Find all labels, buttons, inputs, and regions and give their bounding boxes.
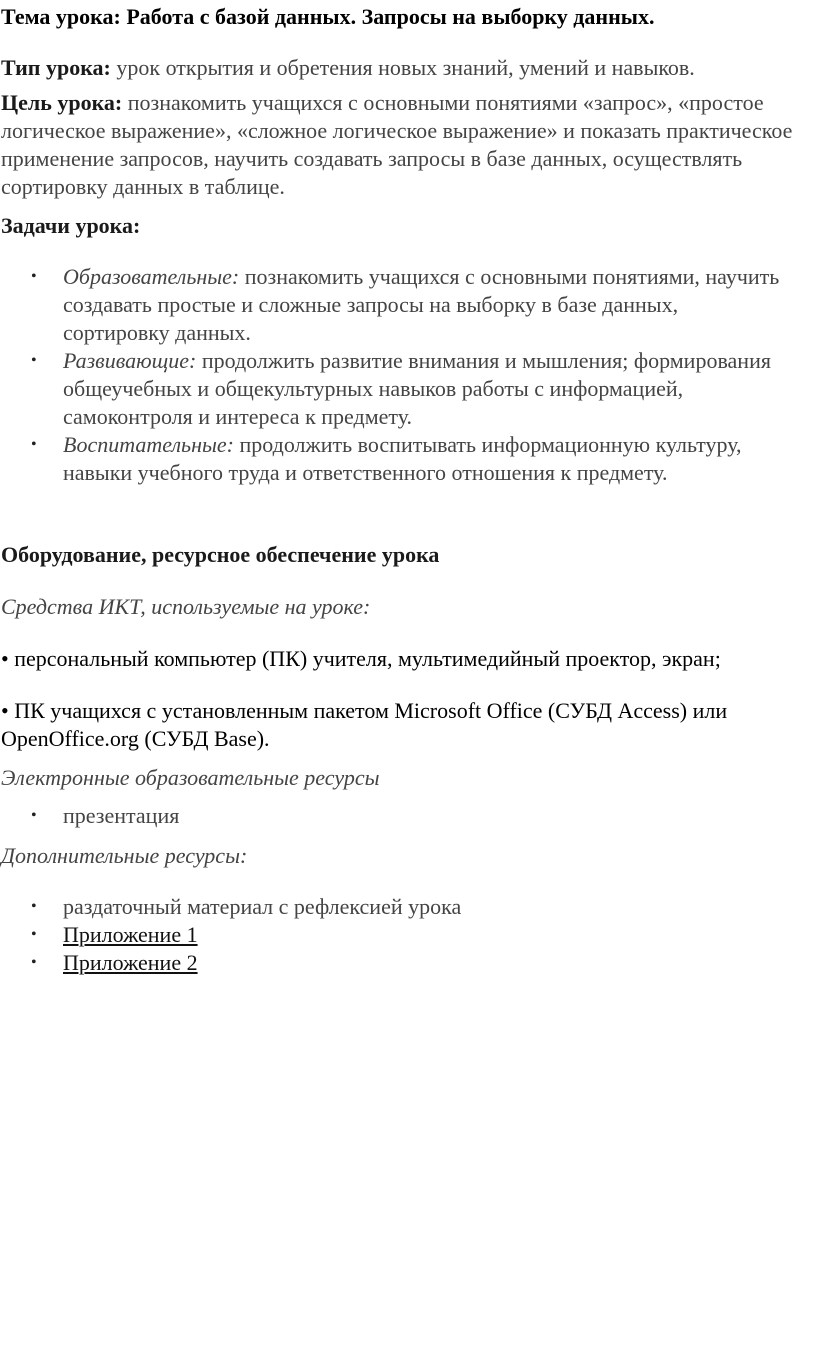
list-item-text: презентация xyxy=(63,803,180,828)
task-item xyxy=(0,347,780,431)
appendix-1-link[interactable]: Приложение 1 xyxy=(63,922,198,947)
lesson-type xyxy=(1,54,801,82)
task-label: Образовательные: xyxy=(63,264,240,289)
lesson-type-label: Тип урока: xyxy=(1,55,111,80)
lesson-goal-label: Цель урока: xyxy=(1,90,123,115)
extra-heading: Дополнительные ресурсы: xyxy=(1,843,248,868)
list-item-text: раздаточный материал с рефлексией урока xyxy=(63,894,462,919)
task-text: продолжить воспитывать информационную культуру, навыки учебного труда и ответственного отношения к предмету. xyxy=(63,432,742,485)
list-item xyxy=(0,921,780,949)
lesson-goal xyxy=(1,89,801,201)
ict-item: • персональный компьютер (ПК) учителя, мультимедийный проектор, экран; xyxy=(1,646,721,671)
task-text: продолжить развитие внимания и мышления; формирования общеучебных и общекультурных навыков работы с информацией, самоконтроля и интереса к предмету. xyxy=(63,348,771,429)
ict-heading: Средства ИКТ, используемые на уроке: xyxy=(1,594,371,619)
bullet-icon: • xyxy=(31,926,37,943)
task-item xyxy=(0,431,780,487)
task-text: познакомить учащихся с основными понятиями, научить создавать простые и сложные запросы на выборку в базе данных, сортировку данных. xyxy=(63,264,780,345)
eer-list xyxy=(0,802,780,830)
extra-list xyxy=(0,893,780,977)
bullet-icon: • xyxy=(31,898,37,915)
bullet-icon: • xyxy=(31,352,37,369)
ict-item: • ПК учащихся с установленным пакетом Microsoft Office (СУБД Access) или OpenOffice.org (СУБД Base). xyxy=(1,698,728,751)
bullet-icon: • xyxy=(31,268,37,285)
task-label: Воспитательные: xyxy=(63,432,234,457)
lesson-goal-text: познакомить учащихся с основными понятиями «запрос», «простое логическое выражение», «сложное логическое выражение» и показать практическое применение запросов, научить создавать запросы в базе данных, осуществлять сортировку данных в таблице. xyxy=(1,90,793,199)
lesson-type-text: урок открытия и обретения новых знаний, умений и навыков. xyxy=(110,55,695,80)
task-label: Развивающие: xyxy=(63,348,197,373)
bullet-icon: • xyxy=(31,807,37,824)
task-item xyxy=(0,263,780,347)
list-item xyxy=(0,893,780,921)
bullet-icon: • xyxy=(31,954,37,971)
list-item xyxy=(0,802,780,830)
tasks-list xyxy=(0,263,780,487)
bullet-icon: • xyxy=(31,436,37,453)
eer-heading: Электронные образовательные ресурсы xyxy=(1,765,380,790)
lesson-title: Тема урока: Работа с базой данных. Запросы на выборку данных. xyxy=(1,4,655,29)
appendix-2-link[interactable]: Приложение 2 xyxy=(63,950,198,975)
equipment-heading: Оборудование, ресурсное обеспечение урока xyxy=(1,542,440,567)
tasks-heading: Задачи урока: xyxy=(1,213,141,238)
list-item xyxy=(0,949,780,977)
